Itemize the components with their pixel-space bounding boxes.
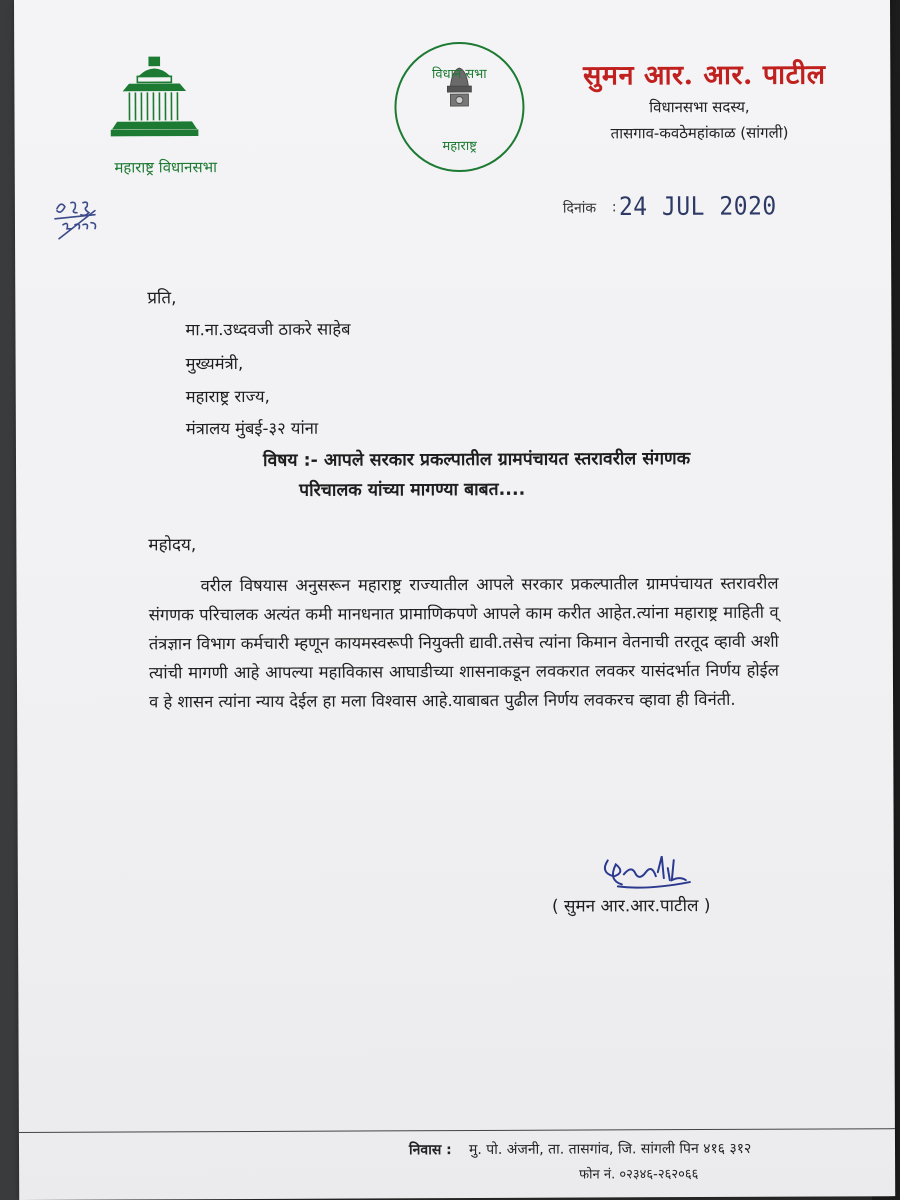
assembly-name: महाराष्ट्र विधानसभा xyxy=(114,158,218,177)
mla-constituency: तासगाव-कवठेमहांकाळ (सांगली) xyxy=(610,123,789,143)
letter-body: वरील विषयास अनुसरून महाराष्ट्र राज्यातील आपले सरकार प्रकल्पातील ग्रामपंचायत स्तरावरील संगणक परिचालक अत्यंत कमी मानधनात प्रामाणिकपणे आपले काम करीत आहेत.त्यांना महाराष्ट्र माहिती व् तंत्रज्ञान विभाग कर्मचारी म्हणून कायमस्वरूपी नियुक्ती द्यावी.तसेच त्यांना किमान वेतनाची तरतूद व्हावी अशी त्यांची मागणी आहे आपल्या महाविकास आघाडीच्या शासनाकडून लवकरात लवकर यासंदर्भात निर्णय होईल व हे शासन त्यांना न्याय देईल हा मला विश्वास आहे.याबाबत पुढील निर्णय लवकरच व्हावा ही विनंती. xyxy=(148,573,779,712)
seal-bottom-text: महाराष्ट्र xyxy=(442,138,477,155)
mla-designation: विधानसभा सदस्य, xyxy=(649,97,750,117)
addressee-name: मा.ना.उध्दवजी ठाकरे साहेब xyxy=(185,319,351,340)
ashoka-emblem-seal-icon xyxy=(390,38,529,177)
letter-page xyxy=(14,0,895,1200)
addressee-office: मंत्रालय मुंबई-३२ यांना xyxy=(185,418,319,439)
date-label: दिनांक xyxy=(562,200,597,217)
signature-scribble xyxy=(598,850,708,895)
vidhan-bhavan-building-icon xyxy=(109,54,199,144)
residence-label: निवास : xyxy=(408,1142,452,1159)
subject-line-2: परिचालक यांच्या मागण्या बाबत.... xyxy=(299,479,526,501)
addressee-state: महाराष्ट्र राज्य, xyxy=(185,386,270,407)
addressee-title: मुख्यमंत्री, xyxy=(185,354,244,374)
inward-number-mark xyxy=(51,194,131,249)
phone-number: फोन नं. ०२३४६-२६२०६६ xyxy=(579,1167,699,1183)
salutation: महोदय, xyxy=(148,535,197,556)
footer-divider xyxy=(19,1128,895,1133)
subject-line-1: विषय :- आपले सरकार प्रकल्पातील ग्रामपंचायत स्तरावरील संगणक xyxy=(262,449,691,471)
date-colon: : xyxy=(611,199,617,216)
seal-top-text: विधान सभा xyxy=(431,66,487,83)
residence-address: मु. पो. अंजनी, ता. तासगांव, जि. सांगली पिन ४१६ ३१२ xyxy=(468,1140,752,1159)
signatory-name: ( सुमन आर.आर.पाटील ) xyxy=(551,895,711,917)
date-stamp: 24 JUL 2020 xyxy=(618,192,777,222)
to-prefix: प्रति, xyxy=(147,288,177,309)
mla-name: सुमन आर. आर. पाटील xyxy=(583,59,826,92)
